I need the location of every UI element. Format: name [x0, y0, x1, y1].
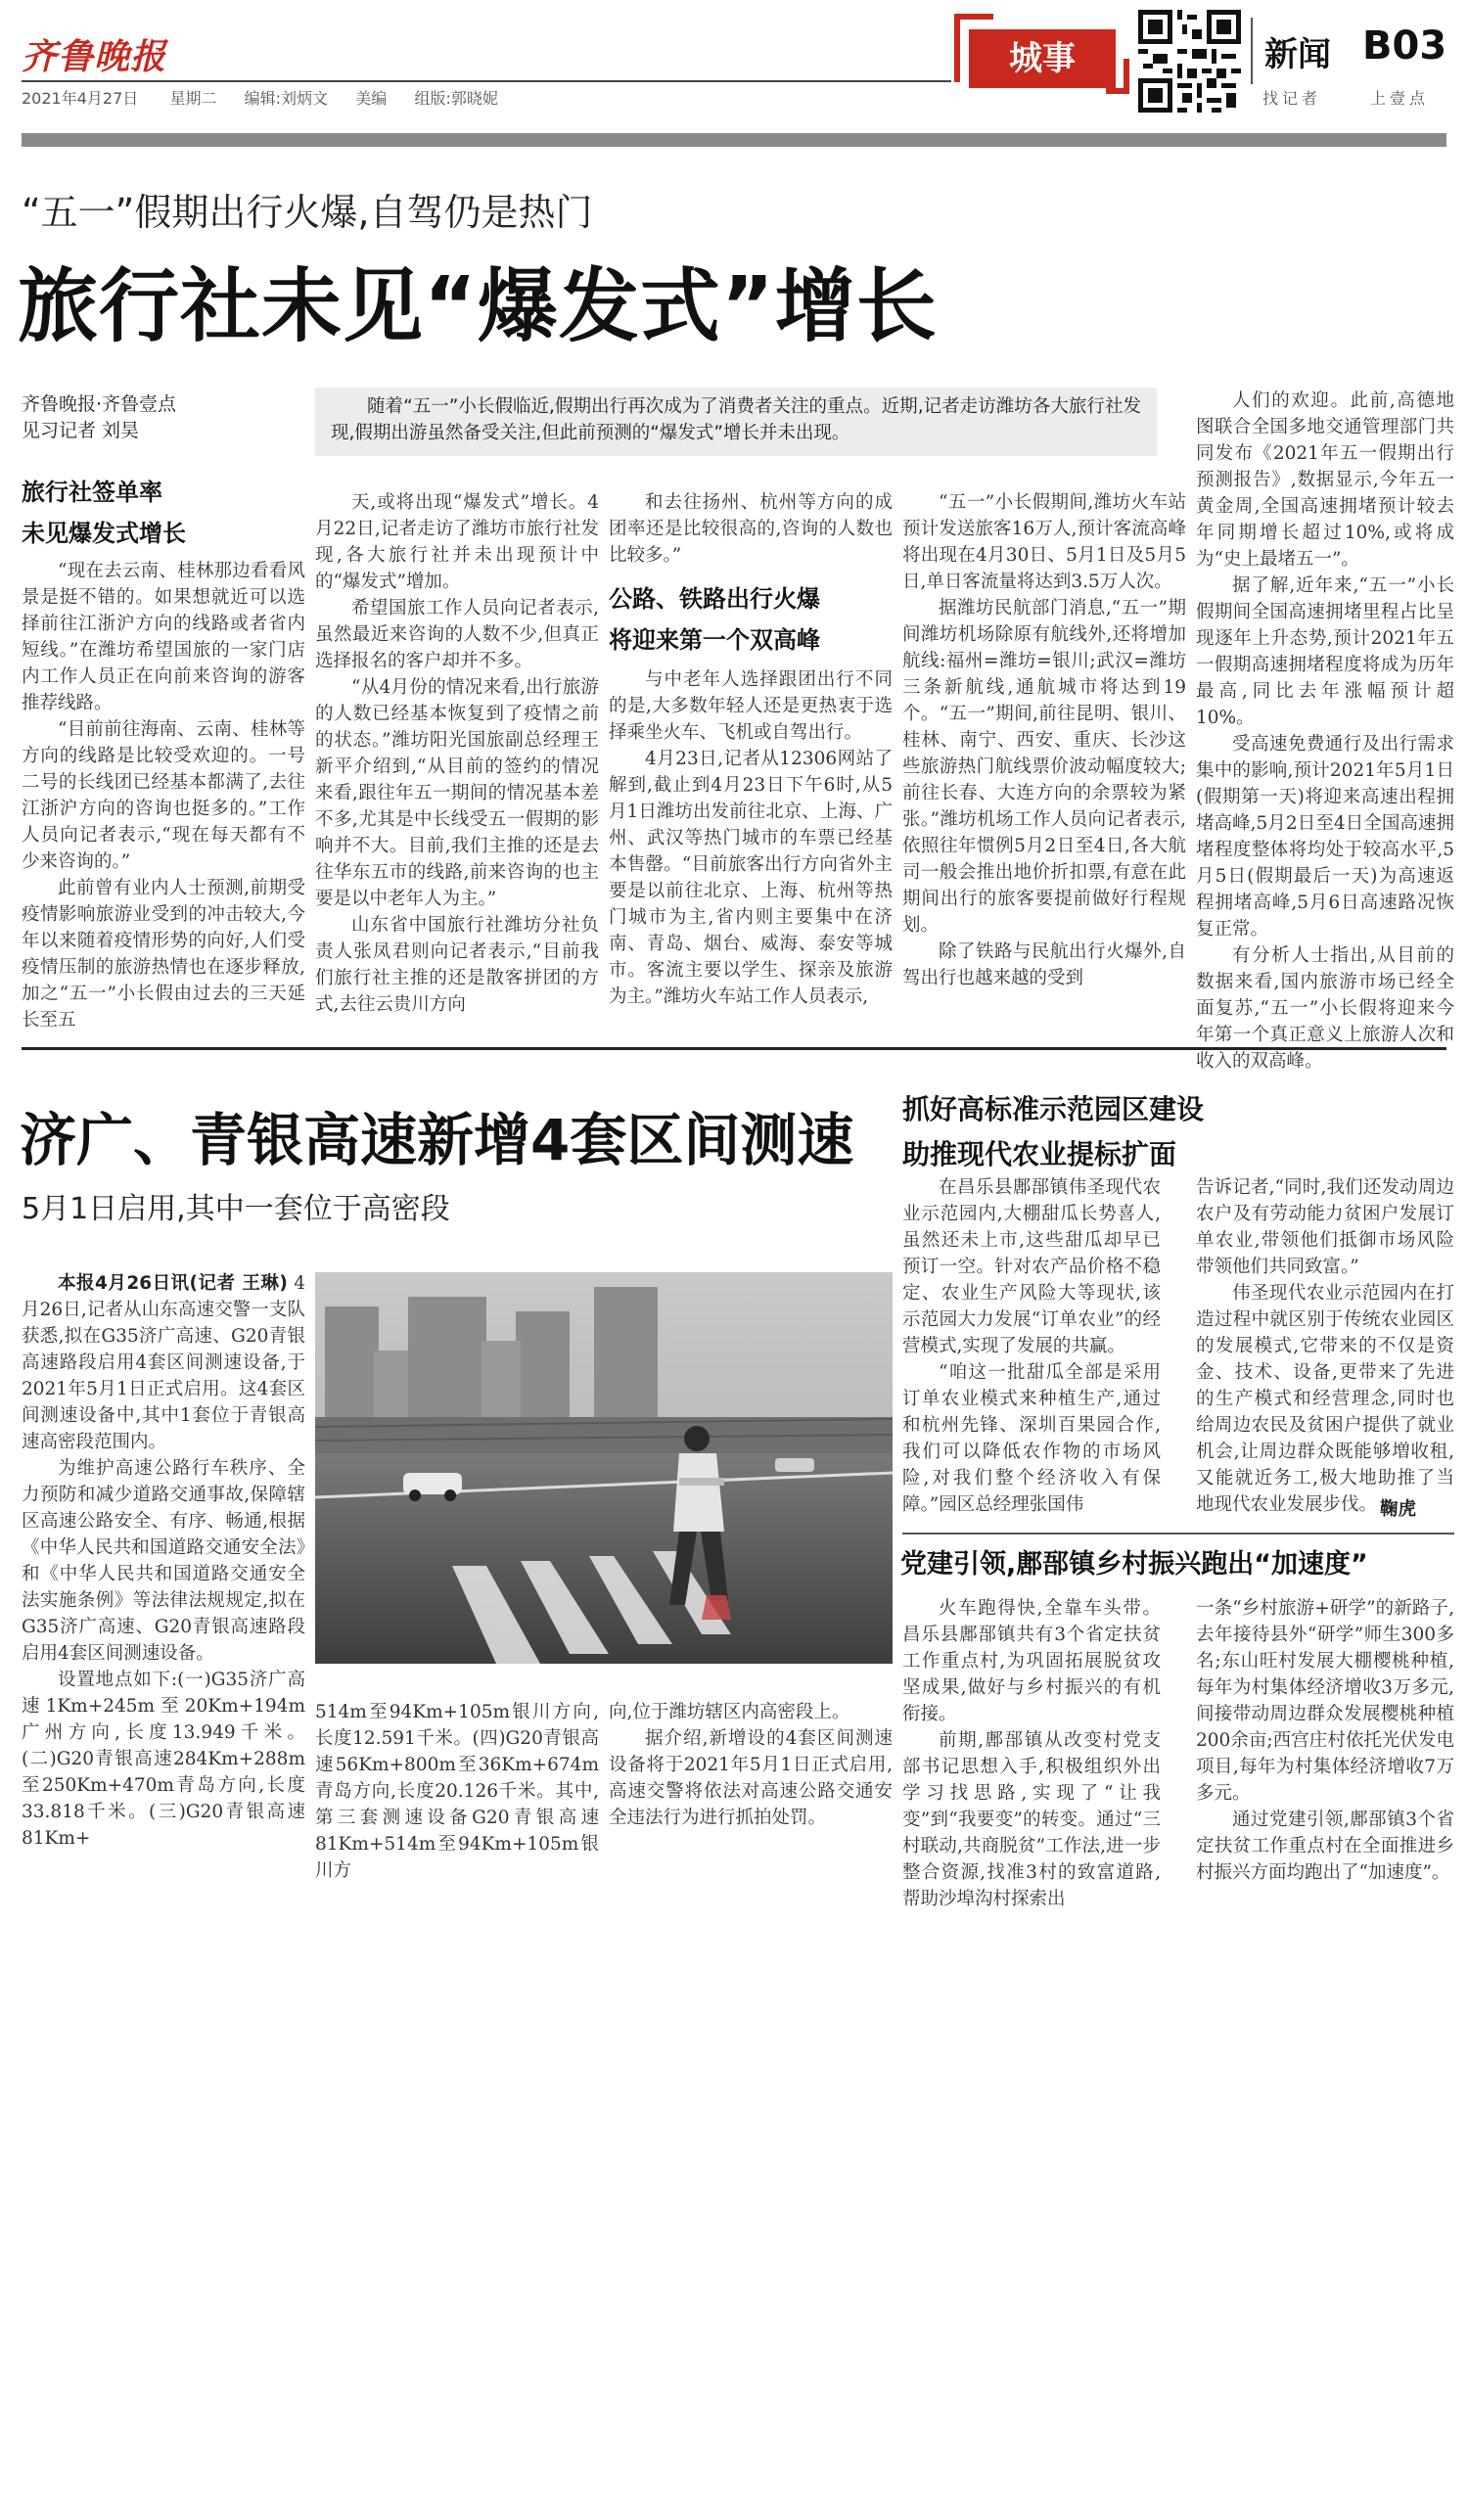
issue-designer: 美编: [355, 89, 388, 108]
paragraph: 火车跑得快,全靠车头带。昌乐县鄌郚镇共有3个省定扶贫工作重点村,为巩固拓展脱贫攻坚成果,做好与乡村振兴的有机衔接。: [902, 1598, 1161, 1724]
paragraph: 此前曾有业内人士预测,前期受疫情影响旅游业受到的冲击较大,今年以来随着疫情形势的向好,人们受疫情压制的旅游热情也在逐步释放,加之“五一”小长假由过去的三天延长至五: [22, 878, 305, 1031]
story2-photo: [315, 1272, 893, 1664]
paragraph: 据潍坊民航部门消息,“五一”期间潍坊机场除原有航线外,还将增加航线:福州=潍坊=银川;武汉=潍坊三条新航线,通航城市将达到19个。“五一”期间,前往昆明、银川、桂林、南宁、西安、重庆、长沙这些旅游热门航线票价波动幅度较大;前往长春、大连方向的余票较为紧张。”潍坊机场工作人员向记者表示,依照往年惯例5月2日至4日,各大航司一般会推出地价折扣票,有意在此期间出行的旅客要提前做好行程规划。: [902, 598, 1186, 936]
story1-sub1: [22, 472, 305, 554]
story2-headline: 济广、青银高速新增4套区间测速: [20, 1107, 854, 1173]
masthead: [0, 0, 1468, 127]
masthead-divider: [1251, 18, 1253, 84]
paragraph: 为维护高速公路行车秩序、全力预防和减少道路交通事故,保障辖区高速公路安全、有序、畅通,根据《中华人民共和国道路交通安全法》和《中华人民共和国道路交通安全法实施条例》等法律法规规定,拟在G35济广高速、G20青银高速路段启用4套区间测速设备。: [22, 1458, 305, 1664]
story2-dateline: 本报4月26日讯(记者 王琳): [58, 1273, 288, 1294]
page-number: B03: [1362, 23, 1447, 69]
story1-col1: [22, 558, 305, 1032]
story4-col2: [1196, 1595, 1454, 1883]
paragraph: 有分析人士指出,从目前的数据来看,国内旅游市场已经全面复苏,“五一”小长假将迎来今年第一个真正意义上旅游人次和收入的双高峰。: [1196, 945, 1454, 1072]
story1-col5: [1196, 388, 1454, 1072]
paragraph: 人们的欢迎。此前,高德地图联合全国多地交通管理部门共同发布《2021年五一假期出行预测报告》,数据显示,今年五一黄金周,全国高速拥堵预计较去年同期增长超过10%,或将成为“史上最堵五一”。: [1196, 390, 1454, 570]
byline-outlet: 齐鲁晚报·齐鲁壹点: [22, 393, 177, 415]
newspaper-logo: 齐鲁晚报: [22, 36, 167, 77]
paragraph: 4月23日,记者从12306网站了解到,截止到4月23日下午6时,从5月1日潍坊出发前往北京、上海、广州、武汉等热门城市的车票已经基本售罄。“目前旅客出行方向省外主要是以前往北京、上海、杭州等热门城市为主,省内则主要集中在济南、青岛、烟台、威海、泰安等城市。客流主要以学生、探亲及旅游为主。”潍坊火车站工作人员表示,: [609, 749, 893, 1007]
byline-reporter: 见习记者 刘昊: [22, 420, 140, 441]
story1-col4: [902, 489, 1186, 1032]
story1-col3: [609, 489, 893, 1032]
paragraph: 前期,鄌郚镇从改变村党支部书记思想入手,积极组织外出学习找思路,实现了“让我变”到“我要变”的转变。通过“三村联动,共商脱贫”工作法,进一步整合资源,找准3村的致富道路,帮助沙埠沟村探索出: [902, 1730, 1161, 1909]
qr-code-icon: [1138, 10, 1241, 113]
lead-text: 随着“五一”小长假临近,假期出行再次成为了消费者关注的重点。近期,记者走访潍坊各大旅行社发现,假期出游虽然备受关注,但此前预测的“爆发式”增长并未出现。: [331, 396, 1141, 443]
story2-col1: [22, 1270, 305, 1879]
slogan-right: 上壹点: [1370, 89, 1430, 108]
story4-headline: 党建引领,鄌郚镇乡村振兴跑出“加速度”: [900, 1549, 1368, 1580]
paragraph: 和去往扬州、杭州等方向的成团率还是比较很高的,咨询的人数也比较多。”: [609, 492, 893, 566]
section-tag-tail: [1106, 59, 1129, 94]
story4-col1: [902, 1595, 1161, 1909]
paragraph: “咱这一批甜瓜全部是采用订单农业模式来种植生产,通过和杭州先锋、深圳百果园合作,我们可以降低农作物的市场风险,对我们整个经济收入有保障。”园区总经理张国伟: [902, 1362, 1161, 1515]
paragraph: 与中老年人选择跟团出行不同的是,大多数年轻人还是更热衷于选择乘坐火车、飞机或自驾出行。: [609, 669, 893, 743]
paragraph: 设置地点如下:(一)G35济广高速1Km+245m至20Km+194m广州方向,长度13.949千米。(二)G20青银高速284Km+288m至250Km+470m青岛方向,长度33.818千米。(三)G20青银高速81Km+: [22, 1670, 305, 1849]
paragraph: 514m至94Km+105m银川方向,长度12.591千米。(四)G20青银高速56Km+800m至36Km+674m青岛方向,长度20.126千米。其中,第三套测速设备G20青银高速81Km+514m至94Km+105m银川方: [315, 1702, 599, 1881]
issue-proof: 组版:郭晓妮: [414, 89, 498, 108]
issue-info: [22, 86, 498, 109]
story3-author: 鞠虎: [1380, 1499, 1417, 1520]
paragraph: 希望国旅工作人员向记者表示,虽然最近来咨询的人数不少,但真正选择报名的客户却并不多。: [315, 598, 599, 671]
paragraph: 通过党建引领,鄌郚镇3个省定扶贫工作重点村在全面推进乡村振兴方面均跑出了“加速度”。: [1196, 1810, 1454, 1883]
sub1-line1: 旅行社签单率: [22, 479, 162, 506]
story1-col2: [315, 489, 599, 1032]
issue-weekday: 星期二: [169, 89, 217, 108]
story3-col1: [902, 1174, 1161, 1522]
paragraph: 山东省中国旅行社潍坊分社负责人张凤君则向记者表示,“目前我们旅行社主推的还是散客拼团的方式,去往云贵川方向: [315, 915, 599, 1015]
story1-byline: [22, 391, 315, 444]
paragraph: 据介绍,新增设的4套区间测速设备将于2021年5月1日正式启用,高速交警将依法对高速公路交通安全违法行为进行抓拍处罚。: [609, 1728, 893, 1828]
paragraph: 天,或将出现“爆发式”增长。4月22日,记者走访了潍坊市旅行社发现,各大旅行社并未出现预计中的“爆发式”增加。: [315, 492, 599, 592]
story2-first-text: 4月26日,记者从山东高速交警一支队获悉,拟在G35济广高速、G20青银高速路段启用4套区间测速设备,于2021年5月1日正式启用。这4套区间测速设备中,其中1套位于青银高速高密段范围内。: [22, 1273, 305, 1452]
paragraph: 伟圣现代农业示范园内在打造过程中就区别于传统农业园区的发展模式,它带来的不仅是资金、技术、设备,更带来了先进的生产模式和经营理念,同时也给周边农民及贫困户提供了就业机会,让周边群众既能够増收租,又能就近务工,极大地助推了当地现代农业发展步伐。: [1196, 1283, 1454, 1515]
story3-headline-line1: 抓好高标准示范园区建设: [902, 1093, 1205, 1125]
paragraph: 据了解,近年来,“五一”小长假期间全国高速拥堵里程占比呈现逐年上升态势,预计2021年五一假期高速拥堵程度将成为历年最高,同比去年涨幅预计超10%。: [1196, 575, 1454, 728]
slogan-left: 找记者: [1262, 89, 1322, 108]
dateline-paragraph: [22, 1270, 305, 1455]
sub1-line2: 未见爆发式增长: [22, 520, 186, 547]
story1-headline: 旅行社未见“爆发式”增长: [18, 260, 938, 353]
paragraph: “目前前往海南、云南、桂林等方向的线路是比较受欢迎的。一号二号的长线团已经基本都满了,去往江浙沪方向的咨询也挺多的。”工作人员向记者表示,“现在每天都有不少来咨询的。”: [22, 719, 305, 872]
paragraph: 在昌乐县鄌郚镇伟圣现代农业示范园内,大棚甜瓜长势喜人,虽然还未上市,这些甜瓜却早已预订一空。针对农产品价格不稳定、农业生产风险大等现状,该示范园大力发展“订单农业”的经营模式,实现了发展的共赢。: [902, 1177, 1161, 1356]
story1-kicker: “五一”假期出行火爆,自驾仍是热门: [22, 191, 593, 234]
section-tag: [969, 29, 1116, 88]
issue-date: 2021年4月27日: [22, 89, 139, 108]
sub2-line2: 将迎来第一个双高峰: [609, 626, 820, 654]
story1-sub2: [609, 578, 893, 661]
paragraph: 一条“乡村旅游+研学”的新路子,去年接待县外“研学”师生300多名;东山旺村发展大棚樱桃种植,每年为村集体经济增收3万多元,间接带动周边群众发展樱桃种植200余亩;西宫庄村依托光伏发电项目,每年为村集体经济增收7万多元。: [1196, 1598, 1454, 1804]
masthead-rule: [22, 80, 951, 82]
story1-lead: [315, 388, 1157, 456]
section-tag-label: 城事: [1009, 39, 1076, 78]
top-gray-band: [22, 133, 1446, 147]
story2-subhead: 5月1日启用,其中一套位于高密段: [22, 1192, 450, 1226]
story2-col2: [315, 1699, 599, 1879]
story2-col3: [609, 1699, 893, 1879]
section-name: 新闻: [1264, 35, 1331, 74]
paragraph: “现在去云南、桂林那边看看风景是挺不错的。如果想就近可以选择前往江浙沪方向的线路或者省内短线。”在潍坊希望国旅的一家门店内工作人员正在向前来咨询的游客推荐线路。: [22, 561, 305, 713]
story1-bottom-rule: [22, 1047, 1446, 1050]
issue-editor: 编辑:刘炳文: [244, 89, 329, 108]
paragraph: 除了铁路与民航出行火爆外,自驾出行也越来越的受到: [902, 941, 1186, 988]
paragraph: 向,位于潍坊辖区内高密段上。: [609, 1702, 850, 1722]
story3-headline-line2: 助推现代农业提标扩面: [902, 1138, 1177, 1170]
story3-bottom-rule: [902, 1533, 1454, 1535]
paragraph: “五一”小长假期间,潍坊火车站预计发送旅客16万人,预计客流高峰将出现在4月30日、5月1日及5月5日,单日客流量将达到3.5万人次。: [902, 492, 1186, 592]
highway-police-photo: [315, 1272, 893, 1664]
paragraph: “从4月份的情况来看,出行旅游的人数已经基本恢复到了疫情之前的状态。”潍坊阳光国旅副总经理王新平介绍到,“从目前的签约的情况来看,跟往年五一期间的情况基本差不多,尤其是中长线受五一假期的影响并不大。目前,我们主推的还是去往华东五市的线路,前来咨询的也主要是以中老年人为主。”: [315, 677, 599, 909]
sub2-line1: 公路、铁路出行火爆: [609, 585, 820, 613]
paragraph: 告诉记者,“同时,我们还发动周边农户及有劳动能力贫困户发展订单农业,带领他们抵御市场风险带领他们共同致富。”: [1196, 1177, 1454, 1277]
paragraph: 受高速免费通行及出行需求集中的影响,预计2021年5月1日(假期第一天)将迎来高速出程拥堵高峰,5月2日至4日全国高速拥堵程度整体将均处于较高水平,5月5日(假期最后一天)为高速返程拥堵高峰,5月6日高速路况恢复正常。: [1196, 734, 1454, 939]
